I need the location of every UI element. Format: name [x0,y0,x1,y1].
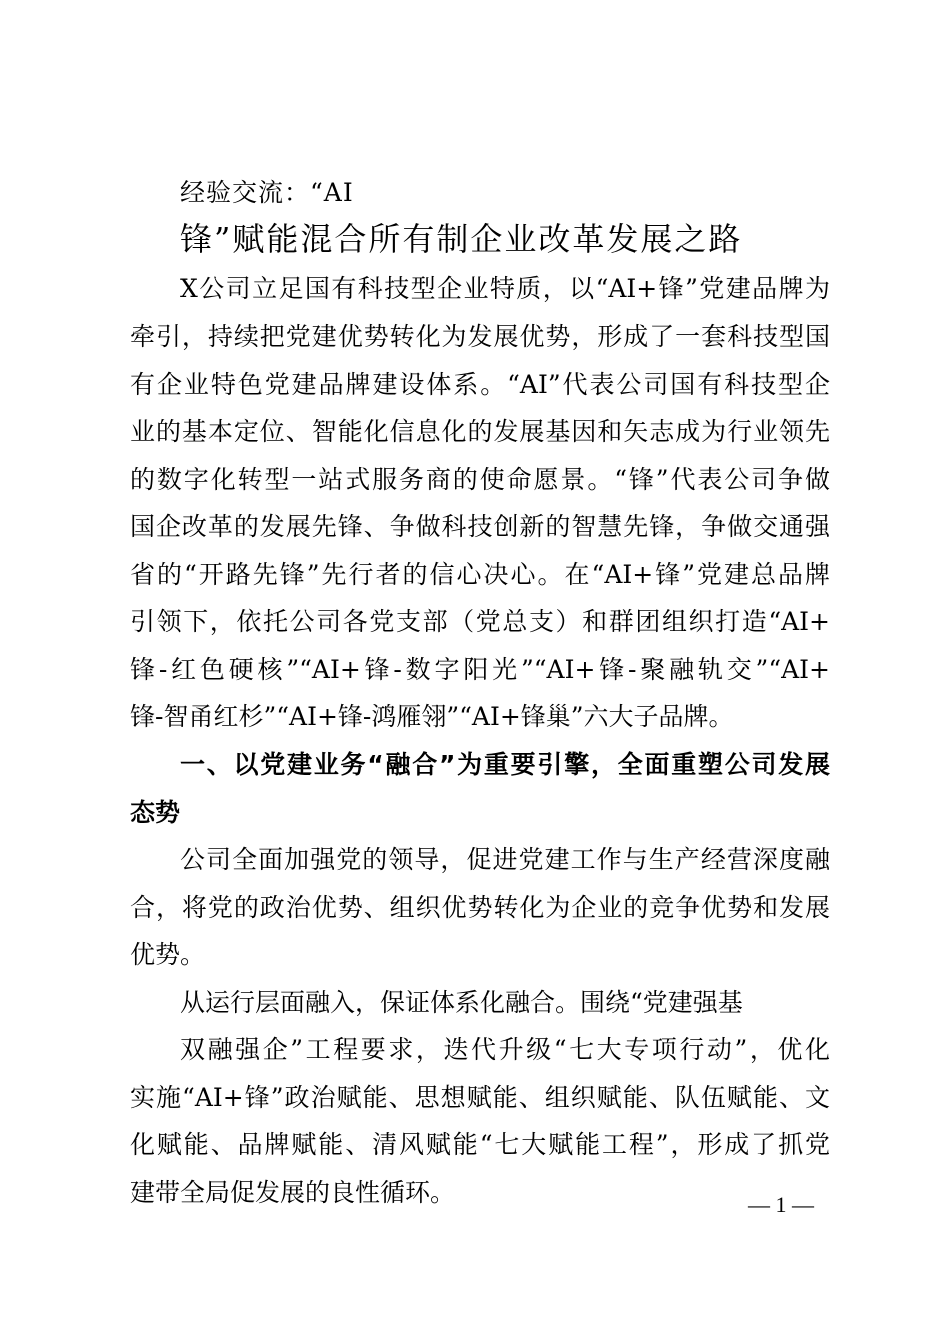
paragraph-line: 公司全面加强党的领导，促进党建工作与生产经营深度融 [180,845,830,874]
heading-line: 态势 [130,798,181,827]
heading-line: 一、以党建业务“融合”为重要引擎，全面重塑公司发展 [180,750,830,779]
paragraph-line: 牵引，持续把党建优势转化为发展优势，形成了一套科技型国 [130,322,830,351]
paragraph-line: 化赋能、品牌赋能、清风赋能“七大赋能工程”，形成了抓党 [130,1130,830,1159]
paragraph-line: 业的基本定位、智能化信息化的发展基因和矢志成为行业领先 [130,417,830,446]
paragraph-line: 优势。 [130,940,206,969]
paragraph-line: 的数字化转型一站式服务商的使命愿景。“锋”代表公司争做 [130,465,830,494]
paragraph-line: 建带全局促发展的良性循环。 [130,1178,456,1207]
paragraph-line: 引领下，依托公司各党支部（党总支）和群团组织打造“AI+ [130,607,830,636]
paragraph-line: X公司立足国有科技型企业特质，以“AI+锋”党建品牌为 [180,274,830,303]
paragraph-line: 从运行层面融入，保证体系化融合。围绕“党建强基 [180,988,743,1017]
paragraph-line: 锋-红色硬核”“AI+锋-数字阳光”“AI+锋-聚融轨交”“AI+ [130,655,830,684]
title-line-1: 经验交流：“AI [180,178,354,207]
paragraph-line: 双融强企”工程要求，迭代升级“七大专项行动”，优化 [180,1035,830,1064]
paragraph-line: 国企改革的发展先锋、争做科技创新的智慧先锋，争做交通强 [130,512,830,541]
paragraph-line: 锋-智甬红杉”“AI+锋-鸿雁翎”“AI+锋巢”六大子品牌。 [130,702,734,731]
page-number: — 1 — [748,1192,814,1217]
paragraph-line: 合，将党的政治优势、组织优势转化为企业的竞争优势和发展 [130,893,830,922]
paragraph-line: 实施“AI+锋”政治赋能、思想赋能、组织赋能、队伍赋能、文 [130,1083,830,1112]
paragraph-line: 有企业特色党建品牌建设体系。“AI”代表公司国有科技型企 [130,370,830,399]
title-line-2: 锋”赋能混合所有制企业改革发展之路 [180,220,743,258]
paragraph-line: 省的“开路先锋”先行者的信心决心。在“AI+锋”党建总品牌 [130,560,830,589]
